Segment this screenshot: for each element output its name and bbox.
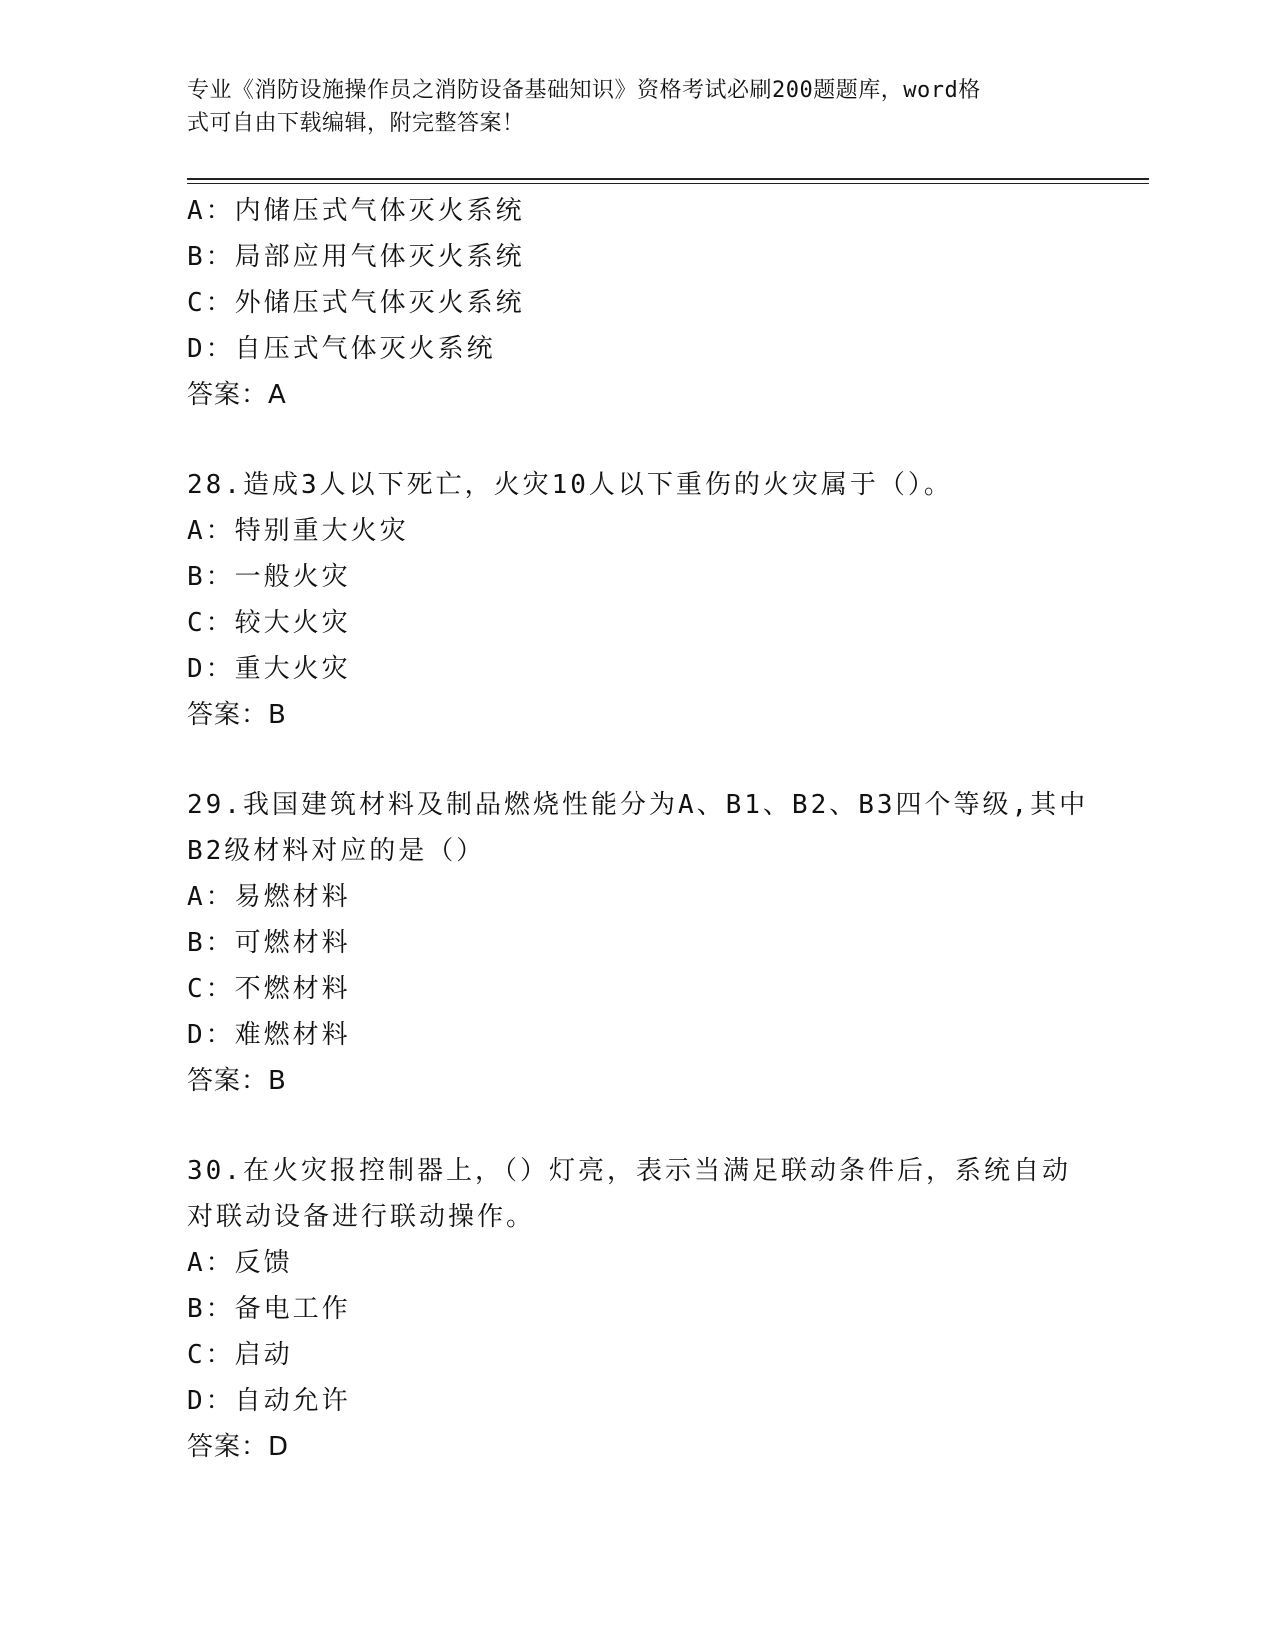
header-divider bbox=[187, 178, 1149, 184]
option-d: D：自动允许 bbox=[187, 1386, 351, 1416]
question-stem-line-2: B2级材料对应的是（） bbox=[187, 836, 486, 866]
answer-line: 答案：A bbox=[187, 380, 287, 410]
question-stem-line-1: 30.在火灾报控制器上，（）灯亮，表示当满足联动条件后，系统自动 bbox=[187, 1156, 1071, 1186]
option-a: A：反馈 bbox=[187, 1248, 293, 1278]
spacer bbox=[187, 738, 1087, 782]
question-29 bbox=[187, 782, 1087, 1104]
answer-line: 答案：B bbox=[187, 700, 287, 730]
option-d: D：难燃材料 bbox=[187, 1020, 351, 1050]
option-d: D：自压式气体灭火系统 bbox=[187, 334, 496, 364]
question-stem: 28.造成3人以下死亡，火灾10人以下重伤的火灾属于（）。 bbox=[187, 470, 953, 500]
question-stem-line-2: 对联动设备进行联动操作。 bbox=[187, 1202, 536, 1232]
spacer bbox=[187, 418, 1087, 462]
option-a: A：内储压式气体灭火系统 bbox=[187, 196, 525, 226]
spacer bbox=[187, 1104, 1087, 1148]
answer-line: 答案：D bbox=[187, 1432, 290, 1462]
option-c: C：不燃材料 bbox=[187, 974, 351, 1004]
option-b: B：局部应用气体灭火系统 bbox=[187, 242, 525, 272]
question-stem-line-1: 29.我国建筑材料及制品燃烧性能分为A、B1、B2、B3四个等级,其中 bbox=[187, 790, 1089, 820]
question-list bbox=[187, 188, 1087, 1470]
option-c: C：外储压式气体灭火系统 bbox=[187, 288, 525, 318]
option-c: C：较大火灾 bbox=[187, 608, 351, 638]
header-title-line-1: 专业《消防设施操作员之消防设备基础知识》资格考试必刷200题题库，word格 bbox=[187, 78, 981, 103]
option-b: B：可燃材料 bbox=[187, 928, 351, 958]
question-27 bbox=[187, 188, 1087, 418]
option-a: A：特别重大火灾 bbox=[187, 516, 409, 546]
question-28 bbox=[187, 462, 1087, 738]
option-d: D：重大火灾 bbox=[187, 654, 351, 684]
option-c: C：启动 bbox=[187, 1340, 293, 1370]
question-30 bbox=[187, 1148, 1087, 1470]
answer-line: 答案：B bbox=[187, 1066, 287, 1096]
option-b: B：备电工作 bbox=[187, 1294, 351, 1324]
option-b: B：一般火灾 bbox=[187, 562, 351, 592]
document-header bbox=[187, 74, 1067, 140]
option-a: A：易燃材料 bbox=[187, 882, 351, 912]
header-title-line-2: 式可自由下载编辑，附完整答案！ bbox=[187, 111, 525, 136]
